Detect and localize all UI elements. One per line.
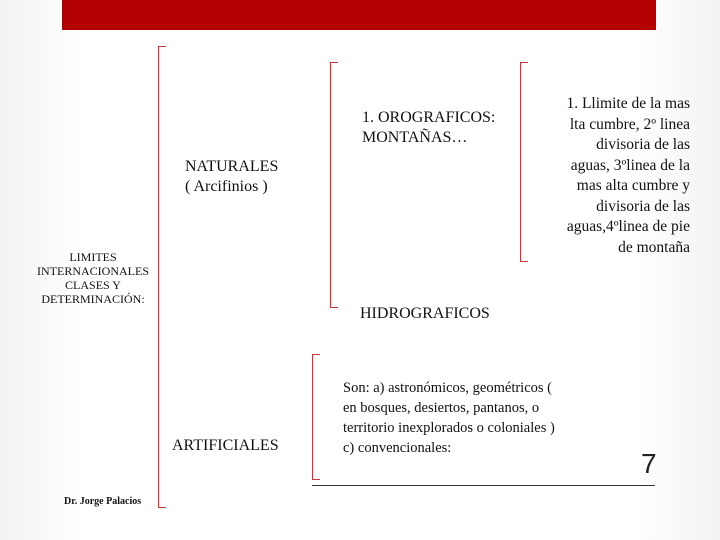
artificiales-detalle-line: c) convencionales: <box>343 440 452 456</box>
naturales-label <box>185 157 278 197</box>
hidrograficos-text: HIDROGRAFICOS <box>360 305 490 322</box>
limite-detalle-line: aguas, 3ºlinea de la <box>570 156 690 174</box>
bracket-artificiales <box>312 354 313 480</box>
bracket-naturales <box>330 62 331 308</box>
artificiales-text: ARTIFICIALES <box>172 437 279 454</box>
limite-detalle-line: divisoria de las <box>596 136 690 153</box>
limite-detalle-line: divisoria de las <box>596 197 690 215</box>
limite-detalle <box>528 94 690 258</box>
limite-detalle-line: 1. Llimite de la mas <box>566 95 690 112</box>
limite-detalle-line: lta cumbre, 2º linea <box>569 115 690 133</box>
bracket-orograficos <box>520 62 521 262</box>
hidrograficos-label <box>360 304 490 324</box>
limite-detalle-line: aguas,4ºlinea de pie <box>566 218 690 235</box>
orograficos-title: 1. OROGRAFICOS: <box>362 109 496 126</box>
author-label: Dr. Jorge Palacios <box>64 496 142 507</box>
artificiales-detalle-line: territorio inexplorados o coloniales ) <box>343 420 555 436</box>
orograficos-label <box>362 108 495 148</box>
limites-label <box>30 250 156 306</box>
bracket-main <box>158 46 159 508</box>
limites-text: LIMITES INTERNACIONALES CLASES Y DETERMINACIÓN: <box>37 250 149 306</box>
naturales-subtitle: ( Arcifinios ) <box>185 178 268 195</box>
artificiales-label <box>172 436 279 456</box>
artificiales-detalle <box>343 378 633 458</box>
footer-divider <box>312 485 655 486</box>
artificiales-detalle-line: en bosques, desiertos, pantanos, o <box>343 400 540 416</box>
limite-detalle-line: de montaña <box>618 238 690 256</box>
top-banner <box>62 0 656 30</box>
orograficos-subtitle: MONTAÑAS… <box>362 129 468 146</box>
naturales-title: NATURALES <box>185 158 279 175</box>
artificiales-detalle-line: Son: a) astronómicos, geométricos ( <box>343 380 552 396</box>
page-number: 7 <box>641 448 657 479</box>
limite-detalle-line: mas alta cumbre y <box>576 177 690 194</box>
